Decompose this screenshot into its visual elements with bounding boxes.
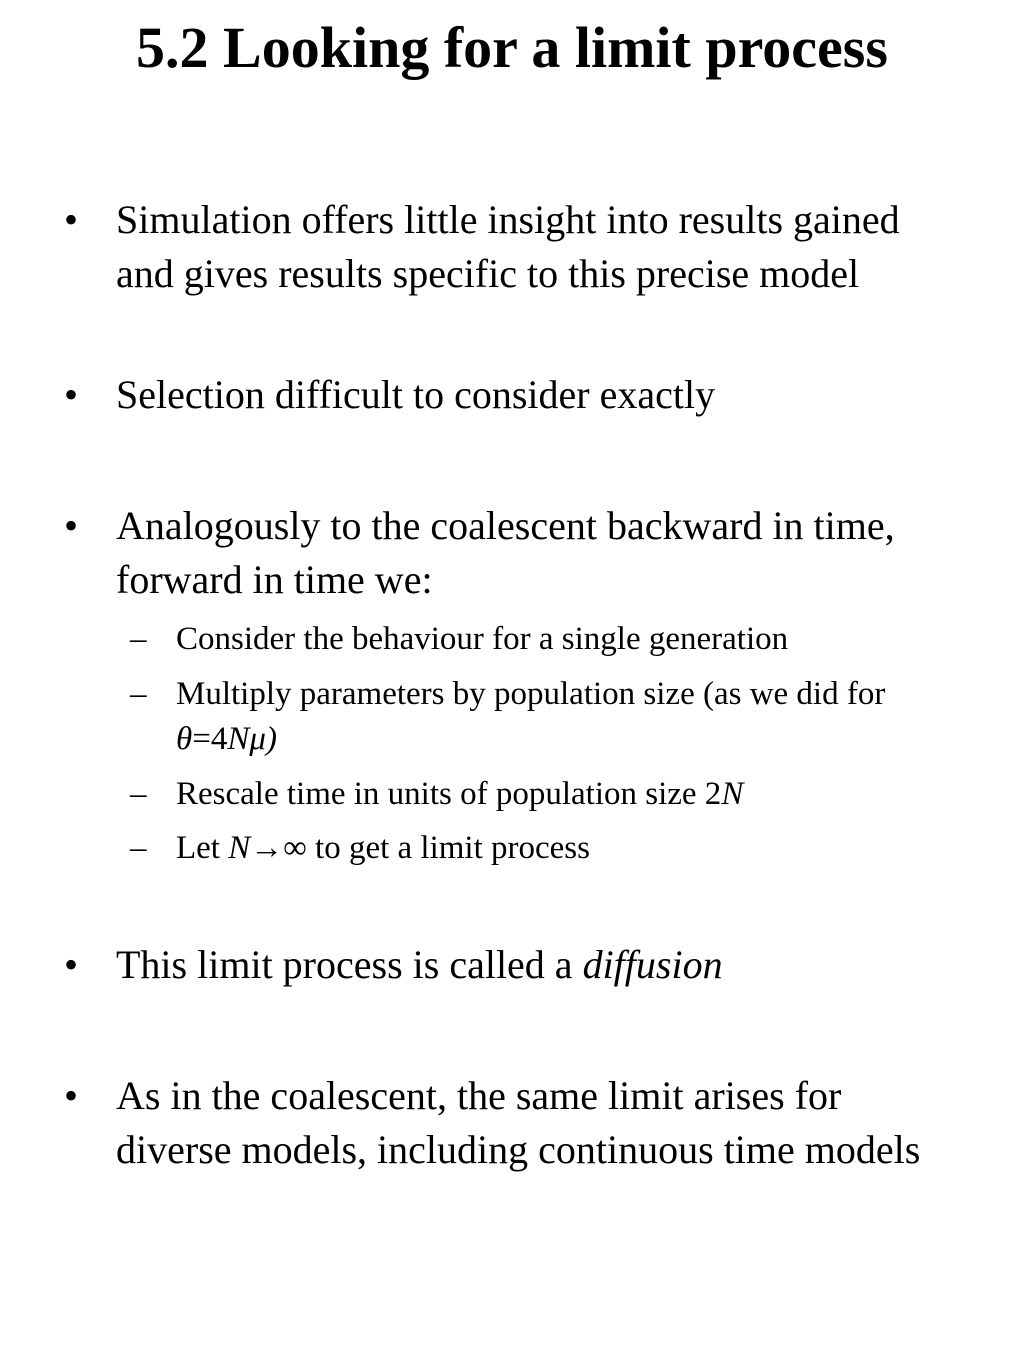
sub-bullet-item xyxy=(130,672,956,762)
sub-bullet-item xyxy=(130,826,956,871)
slide-title: 5.2 Looking for a limit process xyxy=(136,15,888,80)
theta-symbol: θ xyxy=(176,721,193,757)
sub-bullet-text: Consider the behaviour for a single generation xyxy=(176,621,789,657)
sub-bullet-text: Let xyxy=(176,830,229,866)
n-symbol: N xyxy=(228,830,251,866)
close-paren: ) xyxy=(265,721,277,757)
dash-marker: – xyxy=(130,776,147,812)
bullet-text: Analogously to the coalescent backward in time, forward in time we: xyxy=(116,503,895,602)
sub-bullet-text-after: →∞ to get a limit process xyxy=(250,830,590,866)
dash-marker: – xyxy=(130,676,147,712)
dash-marker: – xyxy=(130,621,147,657)
bullet-item xyxy=(64,1069,966,1177)
bullet-text: Selection difficult to consider exactly xyxy=(116,372,716,417)
n-symbol: N xyxy=(721,776,744,812)
sub-bullet-item xyxy=(130,617,956,662)
dash-marker: – xyxy=(130,830,147,866)
bullet-text: This limit process is called a xyxy=(116,942,583,987)
bullet-marker: • xyxy=(64,197,79,242)
bullet-item xyxy=(64,499,966,607)
bullet-text: Simulation offers little insight into results gained and gives results specific to this precise model xyxy=(116,197,900,296)
equation-part: =4 xyxy=(192,721,228,757)
bullet-item xyxy=(64,368,966,422)
n-symbol: N xyxy=(227,721,250,757)
bullet-marker: • xyxy=(64,372,79,417)
bullet-item xyxy=(64,938,966,992)
sub-bullet-text: Multiply parameters by population size (as we did for xyxy=(176,676,886,712)
sub-bullet-text: Rescale time in units of population size 2 xyxy=(176,776,722,812)
mu-symbol: μ xyxy=(249,721,266,757)
sub-bullet-item xyxy=(130,772,956,817)
bullet-italic-text: diffusion xyxy=(582,942,723,987)
bullet-marker: • xyxy=(64,1073,79,1118)
bullet-text: As in the coalescent, the same limit arises for diverse models, including continuous time models xyxy=(116,1073,921,1172)
bullet-marker: • xyxy=(64,942,79,987)
bullet-item xyxy=(64,193,966,301)
bullet-marker: • xyxy=(64,503,79,548)
